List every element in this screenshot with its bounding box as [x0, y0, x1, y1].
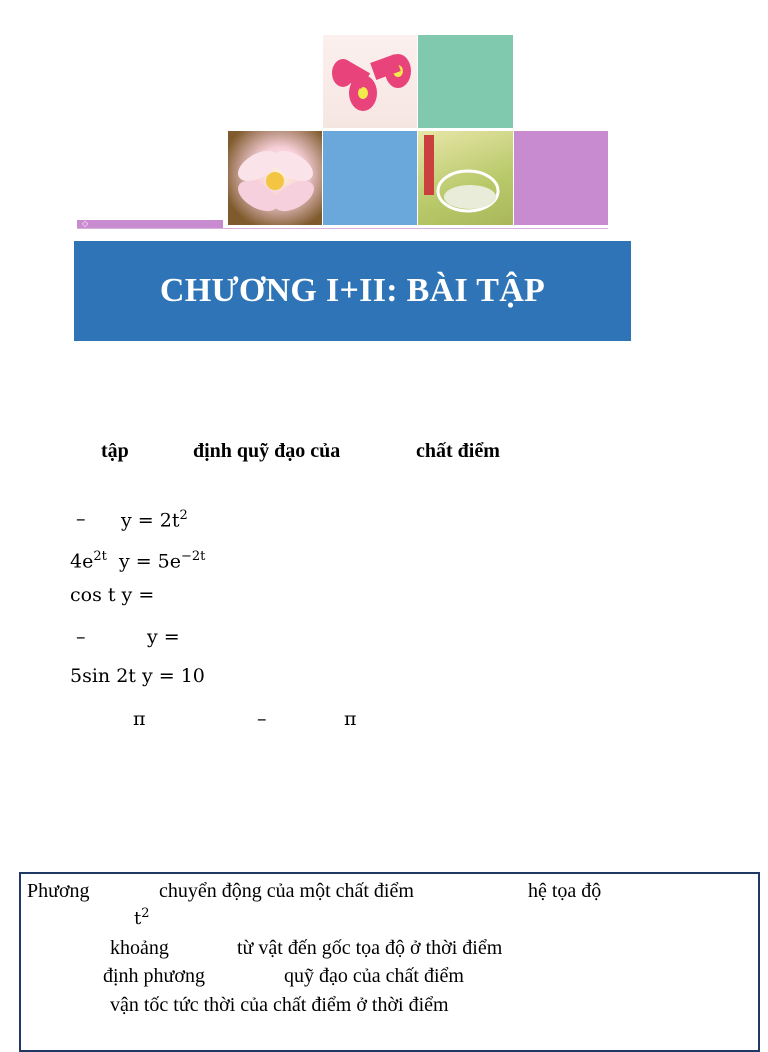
eq3: cos t y = [70, 584, 155, 606]
eq1-exp: 2 [179, 508, 188, 523]
blue-tile [323, 131, 417, 225]
page-title: CHƯƠNG I+II: BÀI TẬP [159, 272, 546, 309]
lily-photo [228, 131, 322, 225]
cosmetics-photo [418, 131, 513, 225]
eq2-a-exp: 2t [93, 549, 107, 564]
box-line2-exp: 2 [141, 906, 150, 921]
title-banner [74, 241, 631, 341]
eq1 [121, 508, 188, 531]
eq2-a: 4e [70, 550, 94, 573]
eq2 [70, 549, 205, 572]
purple-tile [514, 131, 608, 225]
box-line4-a: định phương [103, 965, 205, 987]
box-line1-b: chuyển động của một chất điểm [159, 880, 414, 902]
dumbbell-photo [323, 35, 417, 128]
eq6-pi-1: π [133, 708, 146, 730]
eq2-b-exp: −2t [181, 549, 206, 564]
eq5: 5sin 2t y = 10 [70, 665, 205, 687]
eq4: y = [147, 626, 180, 648]
eq2-b: y = 5e [118, 550, 182, 573]
box-line3-a: khoảng [110, 937, 169, 959]
box-line4-b: quỹ đạo của chất điểm [284, 965, 464, 987]
box-line1-c: hệ tọa độ [528, 880, 602, 902]
divider [77, 228, 608, 229]
eq1-body: y = 2t [121, 509, 180, 532]
eq1-dash: – [76, 508, 86, 530]
exercise-box [19, 872, 760, 1052]
heading-part-2: định quỹ đạo của [193, 440, 341, 462]
heading-part-1: tập [101, 440, 129, 462]
box-line5: vận tốc tức thời của chất điểm ở thời điểm [110, 994, 449, 1016]
heading-part-3: chất điểm [416, 440, 500, 462]
diamond-icon: ◇ [82, 219, 89, 228]
eq6-pi-2: π [344, 708, 357, 730]
green-tile [418, 35, 513, 128]
eq4-dash: – [76, 626, 86, 648]
box-line3-b: từ vật đến gốc tọa độ ở thời điểm [237, 937, 503, 959]
box-line2 [134, 906, 150, 929]
box-line1-a: Phương [27, 880, 90, 902]
eq6-dash: – [257, 708, 267, 730]
decorative-rule [77, 220, 223, 228]
box-line2-t: t [134, 908, 142, 929]
